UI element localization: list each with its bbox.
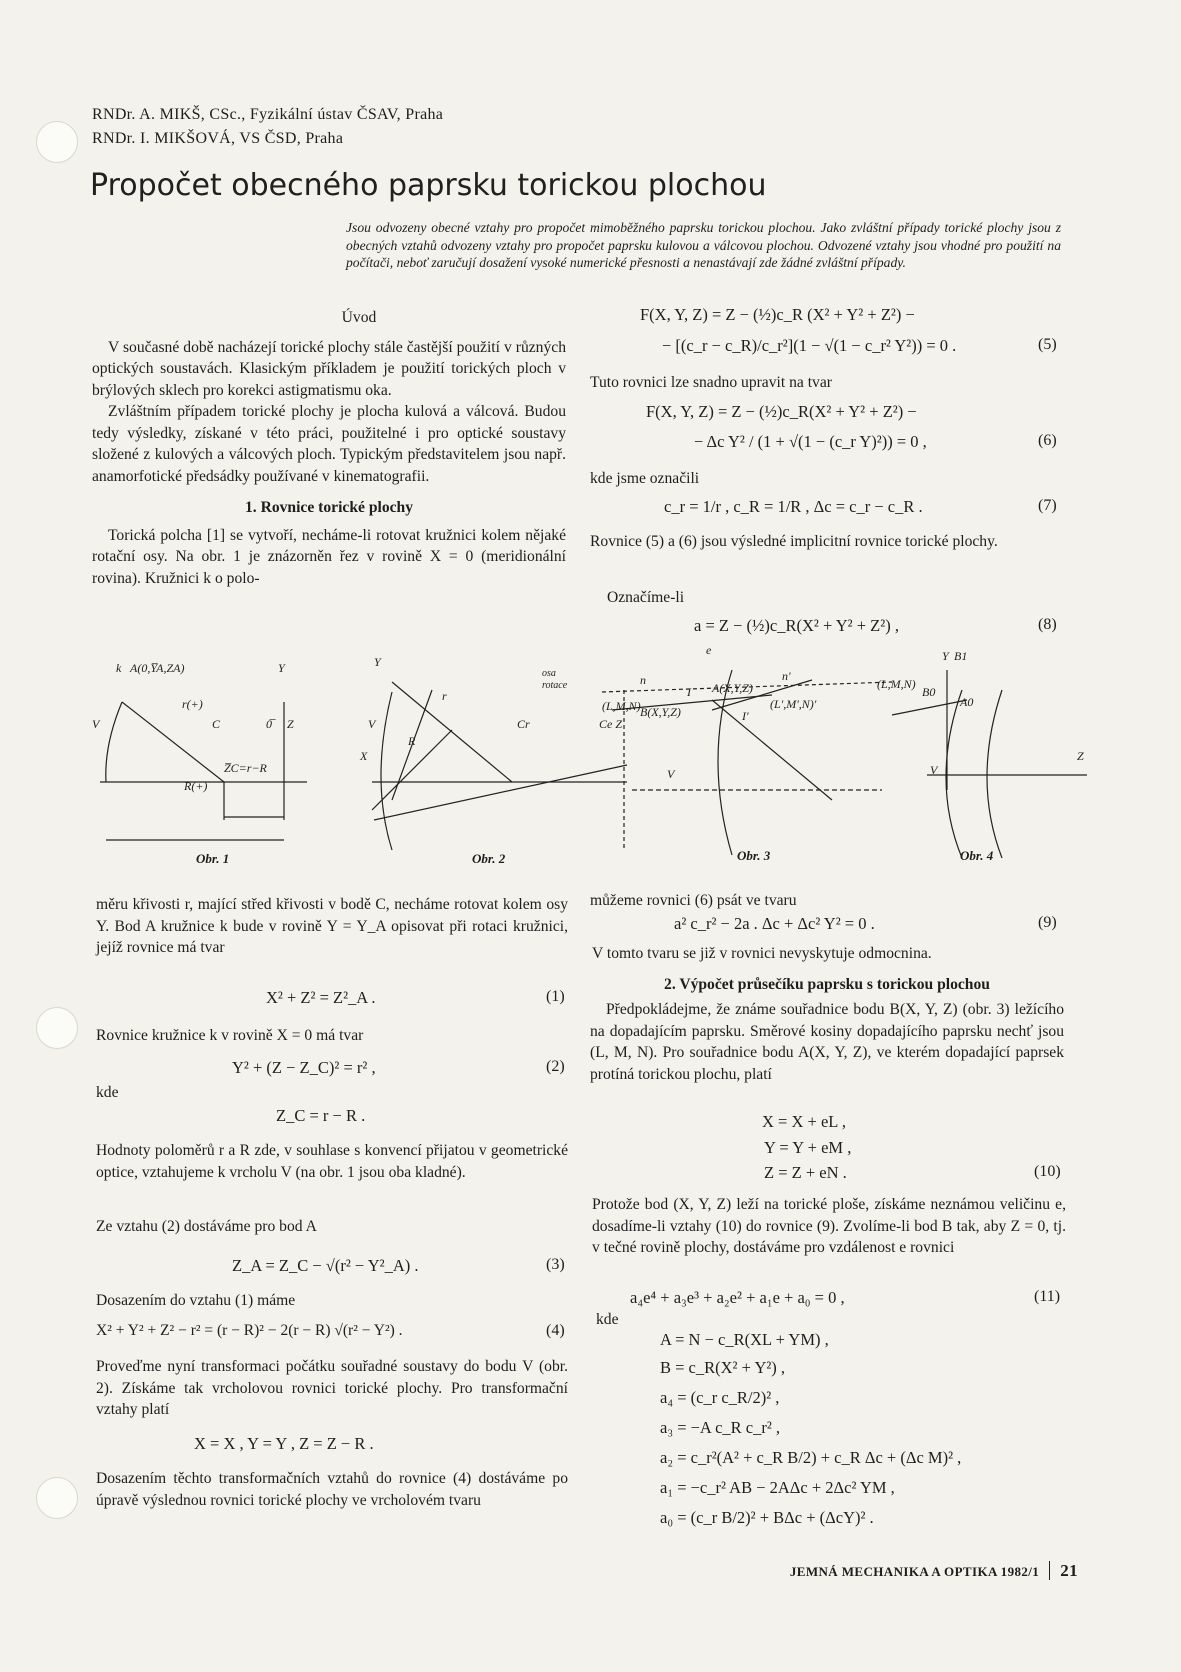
svg-text:rotace: rotace xyxy=(542,680,568,691)
fig3-caption: Obr. 3 xyxy=(737,848,771,863)
definition-a0: a₀ = (c_r B/2)² + BΔc + (ΔcY)² . xyxy=(660,1508,874,1527)
equation-zc: Z_C = r − R . xyxy=(276,1106,366,1125)
equation-3: Z_A = Z_C − √(r² − Y²_A) . xyxy=(232,1256,419,1275)
svg-text:B(X,Y,Z): B(X,Y,Z) xyxy=(640,705,681,719)
author-line: RNDr. A. MIKŠ, CSc., Fyzikální ústav ČSAV, Praha xyxy=(92,106,444,123)
svg-text:n': n' xyxy=(782,669,791,683)
fig4-surface-right xyxy=(987,690,1002,858)
kde-label-2: kde xyxy=(596,1311,619,1328)
kde-label: kde xyxy=(96,1084,119,1101)
equation-9: a² c_r² − 2a . Δc + Δc² Y² = 0 . xyxy=(674,914,875,933)
svg-text:(L',M',N)': (L',M',N)' xyxy=(770,697,817,711)
svg-text:Y: Y xyxy=(942,649,949,663)
fig2-arc xyxy=(381,692,392,850)
fig3-normal xyxy=(712,700,832,800)
paragraph-v-tomto: V tomto tvaru se již v rovnici nevyskytuje odmocnina. xyxy=(592,945,932,962)
journal-name: JEMNÁ MECHANIKA A OPTIKA 1982/1 xyxy=(789,1564,1040,1579)
definition-B: B = c_R(X² + Y²) , xyxy=(660,1358,786,1377)
svg-text:I: I xyxy=(687,685,691,699)
author-line: RNDr. I. MIKŠOVÁ, VS ČSD, Praha xyxy=(92,130,344,147)
equation-2: Y² + (Z − Z_C)² = r² , xyxy=(232,1058,376,1077)
svg-text:e: e xyxy=(706,643,712,657)
paragraph-rovnice: Rovnice kružnice k v rovině X = 0 má tvar xyxy=(96,1027,364,1044)
intro-heading: Úvod xyxy=(341,309,377,326)
paragraph-provedme: Proveďme nyní transformaci počátku souřadné soustavy do bodu V (obr. 2). Získáme tak vrcholovou rovnici torické plochy. Pro transformační vztahy platí xyxy=(96,1358,568,1418)
equation-10-a: X = X + eL , xyxy=(762,1112,846,1131)
binder-hole xyxy=(36,121,78,163)
fig4-surface-left xyxy=(946,690,962,858)
equation-5-line-2: − [(c_r − c_R)/c_r²](1 − √(1 − c_r² Y²)) = 0 . xyxy=(662,336,957,355)
equation-8: a = Z − (½)c_R(X² + Y² + Z²) , xyxy=(694,616,899,635)
svg-text:Z: Z xyxy=(1077,749,1084,763)
equation-9-number: (9) xyxy=(1038,914,1057,931)
svg-text:Y: Y xyxy=(278,661,285,675)
definition-a1: a₁ = −c_r² AB − 2AΔc + 2Δc² YM , xyxy=(660,1478,895,1497)
authors xyxy=(92,103,443,151)
paragraph-kde: kde jsme označili xyxy=(590,470,700,487)
svg-text:V: V xyxy=(930,763,938,777)
svg-text:Ce Z: Ce Z xyxy=(599,717,623,731)
svg-text:(L,M,N): (L,M,N) xyxy=(877,677,916,691)
svg-text:A(0,Y̅A,ZA): A(0,Y̅A,ZA) xyxy=(130,661,185,675)
abstract: Jsou odvozeny obecné vztahy pro propočet mimoběžného paprsku torickou plochou. Jako zvláštní případy torické plochy jsou z obecných vztahů odvozeny vztahy pro propočet paprsku kulovou a válcovou plochou. Odvozené vztahy jsou vhodné pro použití na počítači, neboť zaručují dosažení vysoké numerické přesnosti a nenastávají zde žádné zvláštní případy. xyxy=(346,220,1061,270)
svg-text:Z: Z xyxy=(287,717,294,731)
equation-1-number: (1) xyxy=(546,988,565,1005)
fig2-caption: Obr. 2 xyxy=(472,851,506,866)
fig4-caption: Obr. 4 xyxy=(960,848,994,863)
svg-text:A0: A0 xyxy=(960,695,974,709)
fig1-arc xyxy=(106,702,122,782)
section-1-paragraph: Torická polcha [1] se vytvoří, necháme-li rotovat kružnici kolem nějaké rotační osy. Na obr. 1 je znázorněn řez v rovině X = 0 (meridionální rovina). Kružnici k o polo- xyxy=(92,526,566,587)
paragraph-continue: měru křivosti r, mající střed křivosti v bodě C, necháme rotovat kolem osy Y. Bod A kružnice k bude v rovině Y = Y_A opisovat při rotaci kružnici, jejíž rovnice má tvar xyxy=(96,896,568,956)
equation-7: c_r = 1/r , c_R = 1/R , Δc = c_r − c_R . xyxy=(664,497,923,516)
definition-a2: a₂ = c_r²(A² + c_R B/2) + c_R Δc + (Δc M)² , xyxy=(660,1448,962,1467)
binder-hole xyxy=(36,1477,78,1519)
paragraph-dosazenim: Dosazením do vztahu (1) máme xyxy=(96,1292,296,1309)
equation-6-line-2: − Δc Y² / (1 + √(1 − (c_r Y)²)) = 0 , xyxy=(694,432,927,451)
equation-1: X² + Z² = Z²_A . xyxy=(266,988,376,1007)
paragraph-oznacime: Označíme-li xyxy=(607,589,685,606)
svg-text:0̅: 0̅ xyxy=(266,717,272,731)
svg-text:R: R xyxy=(408,734,416,748)
figures-strip xyxy=(92,643,1092,865)
equation-4-number: (4) xyxy=(546,1322,565,1339)
section-1-heading: 1. Rovnice torické plochy xyxy=(244,499,414,516)
binder-hole xyxy=(36,1007,78,1049)
equation-2-number: (2) xyxy=(546,1058,565,1075)
equation-transform: X = X , Y = Y , Z = Z − R . xyxy=(194,1434,374,1453)
svg-text:C: C xyxy=(212,717,221,731)
paragraph-hodnoty: Hodnoty poloměrů r a R zde, v souhlase s konvencí přijatou v geometrické optice, vztahujeme k vrcholu V (na obr. 1 jsou oba kladné). xyxy=(96,1142,568,1181)
svg-text:(L,M,N): (L,M,N) xyxy=(602,699,641,713)
equation-10-c: Z = Z + eN . xyxy=(764,1163,847,1182)
svg-text:n: n xyxy=(640,673,646,687)
fig1-caption: Obr. 1 xyxy=(196,851,230,866)
article-title: Propočet obecného paprsku torickou plochou xyxy=(90,168,767,203)
paragraph-dosazenim-2: Dosazením těchto transformačních vztahů do rovnice (4) dostáváme po úpravě výslednou rovnici torické plochy ve vrcholovém tvaru xyxy=(96,1470,568,1509)
definition-a4: a₄ = (c_r c_R/2)² , xyxy=(660,1388,780,1407)
equation-11-number: (11) xyxy=(1034,1288,1061,1305)
section-2-heading: 2. Výpočet průsečíku paprsku s torickou plochou xyxy=(664,976,990,993)
definition-a3: a₃ = −A c_R c_r² , xyxy=(660,1418,781,1437)
left-column-upper xyxy=(92,307,566,589)
svg-text:r(+): r(+) xyxy=(182,697,203,711)
definition-A: A = N − c_R(XL + YM) , xyxy=(660,1330,829,1349)
equation-6-line-1: F(X, Y, Z) = Z − (½)c_R(X² + Y² + Z²) − xyxy=(646,402,917,421)
svg-text:V: V xyxy=(92,717,100,731)
equation-5-line-1: F(X, Y, Z) = Z − (½)c_R (X² + Y² + Z²) − xyxy=(640,305,915,324)
svg-text:I': I' xyxy=(742,709,749,723)
page-number: 21 xyxy=(1049,1561,1078,1580)
svg-text:X: X xyxy=(360,749,368,763)
svg-text:V: V xyxy=(667,767,675,781)
equation-10-number: (10) xyxy=(1034,1163,1061,1180)
equation-3-number: (3) xyxy=(546,1256,565,1273)
intro-paragraph-1: V současné době nacházejí torické plochy stále častější použití v různých optických soustavách. Klasickým příkladem je použití torických ploch v brýlových sklech pro korekci astigmatismu oka. xyxy=(92,338,566,399)
intro-paragraph-2: Zvláštním případem torické plochy je plocha kulová a válcová. Budou tedy výsledky, získané v této práci, použitelné i pro optické soustavy složené z kulových a válcových ploch. Typickým představitelem jsou např. anamorfotické předsádky používané v kinematografii. xyxy=(92,403,566,485)
svg-text:Y: Y xyxy=(374,655,381,669)
svg-text:Z̅C=r−R: Z̅C=r−R xyxy=(224,761,267,775)
svg-text:B1: B1 xyxy=(954,649,968,663)
svg-text:R(+): R(+) xyxy=(184,779,208,793)
svg-text:B0: B0 xyxy=(922,685,936,699)
paragraph-tuto: Tuto rovnici lze snadno upravit na tvar xyxy=(590,374,832,391)
svg-text:Cr: Cr xyxy=(517,717,530,731)
paragraph-rovnice-5-6: Rovnice (5) a (6) jsou výsledné implicitní rovnice torické plochy. xyxy=(590,533,998,550)
svg-text:A(X,Y,Z): A(X,Y,Z) xyxy=(712,681,753,695)
svg-text:V: V xyxy=(368,717,376,731)
fig1-radius xyxy=(122,702,224,782)
equation-11: a₄e⁴ + a₃e³ + a₂e² + a₁e + a₀ = 0 , xyxy=(630,1288,845,1307)
fig3-surface xyxy=(718,670,732,855)
svg-text:osa: osa xyxy=(542,668,556,679)
equation-10-b: Y = Y + eM , xyxy=(764,1138,852,1157)
svg-text:k: k xyxy=(116,661,122,675)
paragraph-muzeme: můžeme rovnici (6) psát ve tvaru xyxy=(590,892,797,909)
fig2-line-a xyxy=(392,682,512,782)
paragraph-zevztahu: Ze vztahu (2) dostáváme pro bod A xyxy=(96,1218,317,1235)
page-footer xyxy=(790,1561,1078,1581)
equation-7-number: (7) xyxy=(1038,497,1057,514)
equation-8-number: (8) xyxy=(1038,616,1057,633)
section-2-paragraph: Předpokládejme, že známe souřadnice bodu B(X, Y, Z) (obr. 3) ležícího na dopadajícím paprsku. Směrové kosiny dopadajícího paprsku nechť jsou (L, M, N). Pro souřadnice bodu A(X, Y, Z), ve kterém dopadající paprsek protíná torickou plochu, platí xyxy=(590,1001,1064,1083)
equation-4: X² + Y² + Z² − r² = (r − R)² − 2(r − R) √(r² − Y²) . xyxy=(96,1322,403,1339)
equation-5-number: (5) xyxy=(1038,336,1057,353)
equation-6-number: (6) xyxy=(1038,432,1057,449)
svg-text:r: r xyxy=(442,689,447,703)
paragraph-protoze: Protože bod (X, Y, Z) leží na torické ploše, získáme neznámou veličinu e, dosadíme-li vztahy (10) do rovnice (9). Zvolíme-li bod B tak, aby Z = 0, tj. v tečné rovině plochy, dostáváme pro vzdálenost e rovnici xyxy=(592,1196,1066,1256)
fig2-ray xyxy=(374,765,627,820)
